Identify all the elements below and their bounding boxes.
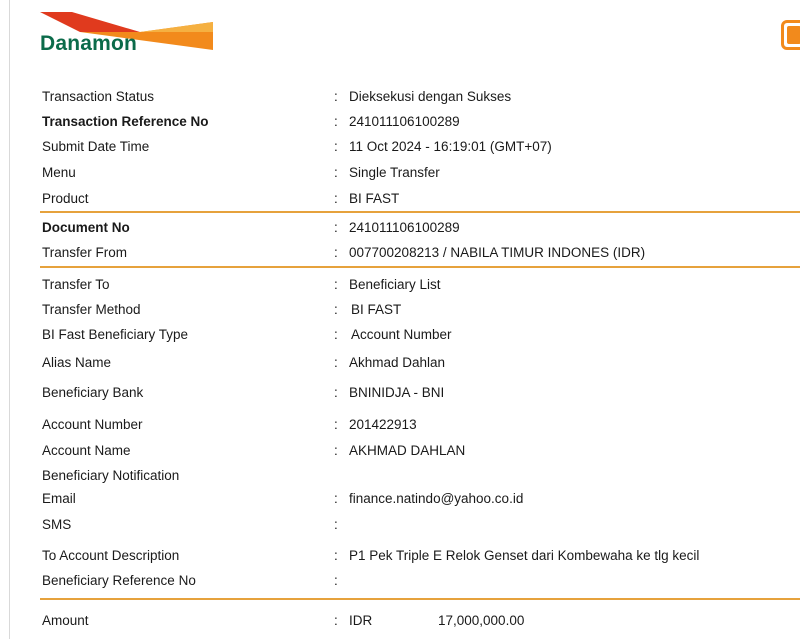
field-value: BI FAST	[351, 302, 402, 317]
field-value: 201422913	[349, 417, 417, 432]
field-label: Amount	[42, 613, 89, 628]
page-left-border	[9, 0, 10, 639]
section-divider	[40, 266, 800, 268]
row-to-account-description	[42, 546, 800, 566]
field-label: Transfer From	[42, 245, 128, 260]
field-label: Product	[42, 191, 89, 206]
field-label: BI Fast Beneficiary Type	[42, 327, 189, 342]
field-value: BI FAST	[349, 191, 400, 206]
row-alias-name	[42, 353, 800, 373]
field-colon: :	[334, 327, 338, 342]
field-value: 241011106100289	[349, 220, 460, 235]
field-value: 007700208213 / NABILA TIMUR INDONES (IDR)	[349, 245, 646, 260]
field-label: Submit Date Time	[42, 139, 150, 154]
field-value: Account Number	[351, 327, 452, 342]
field-label: SMS	[42, 517, 72, 532]
row-bi-fast-beneficiary-type	[42, 325, 800, 345]
danamon-logo	[40, 10, 215, 60]
row-account-number	[42, 415, 800, 435]
field-colon: :	[334, 573, 338, 588]
field-colon: :	[334, 491, 338, 506]
row-transaction-reference-no	[42, 112, 800, 132]
field-value: BNINIDJA - BNI	[349, 385, 445, 400]
section-divider	[40, 598, 800, 600]
row-transfer-to	[42, 275, 800, 295]
section-divider	[40, 211, 800, 213]
row-sms	[42, 515, 800, 535]
field-label: Beneficiary Bank	[42, 385, 144, 400]
field-value: 241011106100289	[349, 114, 460, 129]
row-account-name	[42, 441, 800, 461]
field-colon: :	[334, 165, 338, 180]
field-colon: :	[334, 548, 338, 563]
amount-value: 17,000,000.00	[438, 613, 525, 628]
field-label: Beneficiary Reference No	[42, 573, 196, 588]
field-value: Akhmad Dahlan	[349, 355, 446, 370]
row-transfer-from	[42, 243, 800, 263]
row-email	[42, 489, 800, 509]
field-label: Alias Name	[42, 355, 112, 370]
field-colon: :	[334, 355, 338, 370]
field-label: Menu	[42, 165, 76, 180]
row-transaction-status	[42, 87, 800, 107]
field-label: Account Number	[42, 417, 143, 432]
field-colon: :	[334, 517, 338, 532]
field-label: Transaction Reference No	[42, 114, 209, 129]
row-document-no	[42, 218, 800, 238]
field-label: Document No	[42, 220, 130, 235]
row-beneficiary-notification	[42, 466, 800, 486]
field-colon: :	[334, 302, 338, 317]
field-colon: :	[334, 443, 338, 458]
field-value: AKHMAD DAHLAN	[349, 443, 466, 458]
field-colon: :	[334, 89, 338, 104]
field-value: Dieksekusi dengan Sukses	[349, 89, 512, 104]
field-label: Transfer To	[42, 277, 110, 292]
field-colon: :	[334, 114, 338, 129]
field-label: Transaction Status	[42, 89, 155, 104]
app-badge-icon	[781, 20, 800, 50]
field-value: finance.natindo@yahoo.co.id	[349, 491, 524, 506]
field-label: Email	[42, 491, 76, 506]
field-value: Beneficiary List	[349, 277, 441, 292]
field-value: Single Transfer	[349, 165, 440, 180]
row-menu	[42, 163, 800, 183]
field-colon: :	[334, 245, 338, 260]
row-transfer-method	[42, 300, 800, 320]
row-beneficiary-reference-no	[42, 571, 800, 591]
field-colon: :	[334, 139, 338, 154]
row-beneficiary-bank	[42, 383, 800, 403]
field-colon: :	[334, 191, 338, 206]
field-label: Account Name	[42, 443, 131, 458]
field-colon: :	[334, 277, 338, 292]
field-colon: :	[334, 385, 338, 400]
field-colon: :	[334, 613, 338, 628]
row-product	[42, 189, 800, 209]
field-label: Beneficiary Notification	[42, 468, 180, 483]
field-value: P1 Pek Triple E Relok Genset dari Kombewaha ke tlg kecil	[349, 548, 700, 563]
amount-currency: IDR	[349, 613, 373, 628]
row-amount	[42, 611, 800, 631]
field-label: Transfer Method	[42, 302, 141, 317]
field-value: 11 Oct 2024 - 16:19:01 (GMT+07)	[349, 139, 552, 154]
field-colon: :	[334, 220, 338, 235]
field-label: To Account Description	[42, 548, 180, 563]
row-submit-date-time	[42, 137, 800, 157]
field-colon: :	[334, 417, 338, 432]
logo-text: Danamon	[40, 32, 138, 55]
